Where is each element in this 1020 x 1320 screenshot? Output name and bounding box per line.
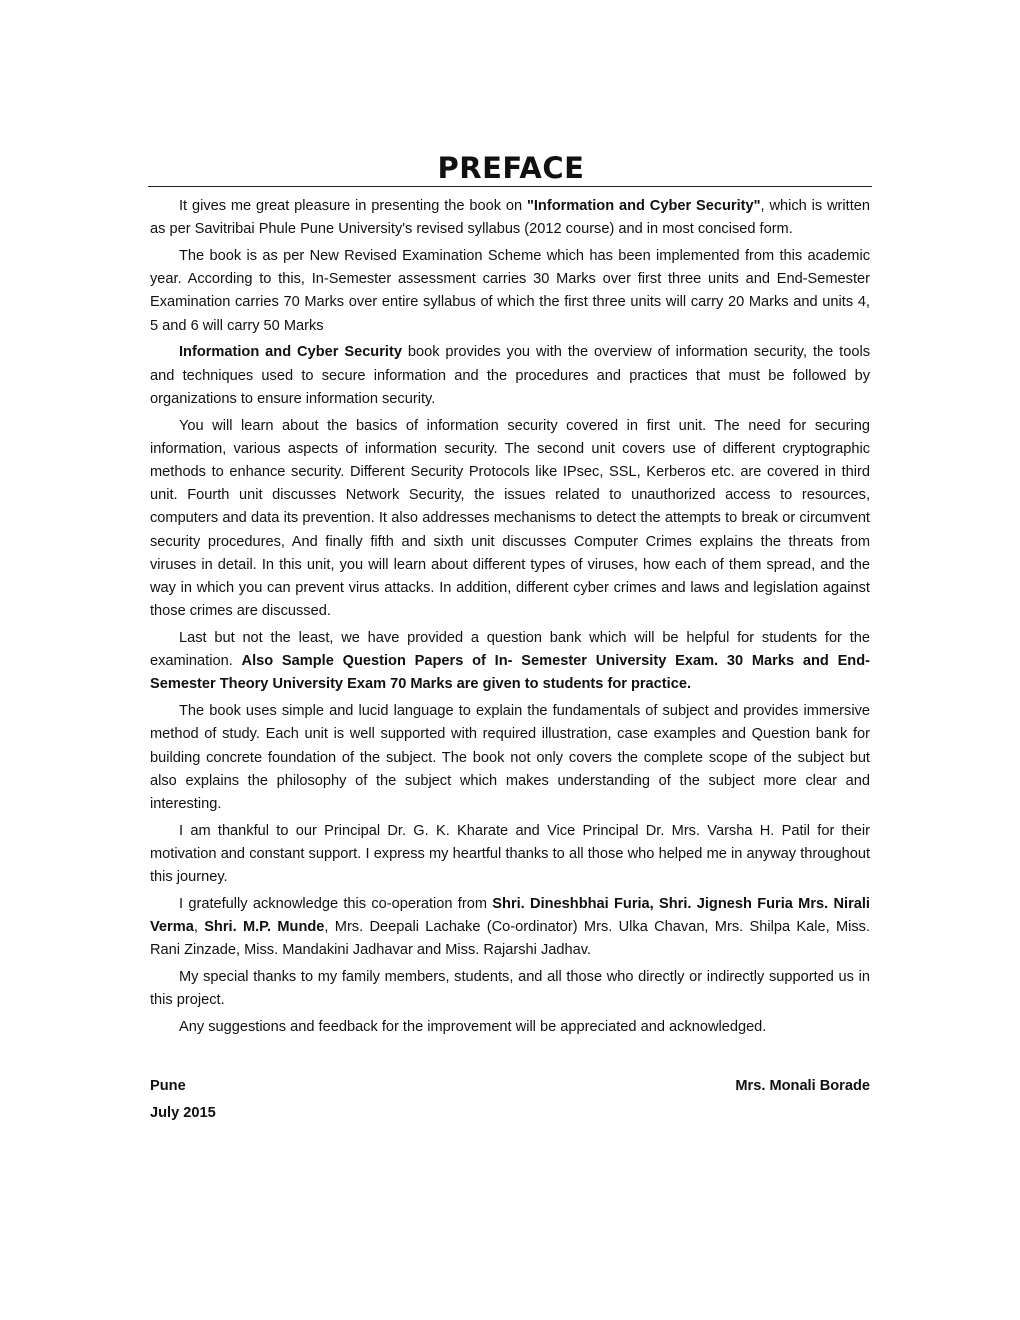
signoff-place: Pune [150,1078,186,1095]
paragraph-thanks-principal: I am thankful to our Principal Dr. G. K. Kharate and Vice Principal Dr. Mrs. Varsha H. Patil for their motivation and constant support. I express my heartful thanks to all those who helped me in anyway throughout this journey. [150,822,870,886]
page-title: PREFACE [437,151,585,185]
book-title-emphasis: "Information and Cyber Security" [526,198,761,214]
paragraph-text: Last but not the least, we have provided a question bank which will be helpful for students for the examination. [150,630,870,670]
paragraph-overview [150,341,870,411]
paragraph-acknowledgement [150,893,870,963]
preface-page [150,150,870,1127]
paragraph-intro [150,195,870,241]
paragraph-question-bank [150,627,870,697]
signoff [150,1073,870,1127]
paragraph-text: , Mrs. Deepali Lachake (Co-ordinator) Mrs. Ulka Chavan, Mrs. Shilpa Kale, Miss. Rani Zinzade, Miss. Mandakini Jadhavar and Miss. Rajarshi Jadhav. [150,919,871,959]
title-underline [148,186,872,187]
paragraph-units: You will learn about the basics of information security covered in first unit. The need for securing information, various aspects of information security. The second unit covers use of different cryptographic methods to enhance security. Different Security Protocols like IPsec, SSL, Kerberos etc. are covered in third unit. Fourth unit discusses Network Security, the issues related to unauthorized access to resources, computers and data its prevention. It also addresses mechanisms to detect the attempts to break or circumvent security procedures, And finally fifth and sixth unit discusses Computer Crimes explains the threats from viruses in detail. In this unit, you will learn about different types of viruses, how each of them spread, and the way in which you can prevent virus attacks. In addition, different cyber crimes and laws and legislation against those crimes are discussed. [150,417,870,620]
names-emphasis: Shri. M.P. Munde [204,919,325,936]
sample-papers-emphasis: Also Sample Question Papers of In- Semester University Exam. 30 Marks and End-Semester Theory University Exam 70 Marks are given to students for practice. [150,653,870,693]
book-title-emphasis: Information and Cyber Security [179,344,402,361]
paragraph-text: , [193,919,205,936]
paragraph-text: book provides you with the overview of information security, the tools and techniques used to secure information and the procedures and practices that must be followed by organizations to ensure information security. [150,344,870,407]
paragraph-text: It gives me great pleasure in presenting the book on [179,198,527,214]
signoff-row [150,1073,870,1100]
paragraph-family-thanks: My special thanks to my family members, students, and all those who directly or indirectly supported us in this project. [150,969,870,1009]
paragraph-text: , which is written as per Savitribai Phule Pune University's revised syllabus (2012 course) and in most concised form. [150,198,870,238]
paragraph-feedback: Any suggestions and feedback for the improvement will be appreciated and acknowledged. [179,1019,767,1036]
preface-body [150,195,870,1039]
names-emphasis: Shri. Dineshbhai Furia, Shri. Jignesh Furia Mrs. Nirali Verma [150,896,870,936]
paragraph-language: The book uses simple and lucid language to explain the fundamentals of subject and provides immersive method of study. Each unit is well supported with required illustration, case examples and Question bank for building concrete foundation of the subject. The book not only covers the complete scope of the subject but also explains the philosophy of the subject which makes understanding of the subject more clear and interesting. [150,703,870,813]
signoff-author: Mrs. Monali Borade [735,1078,870,1095]
signoff-date: July 2015 [150,1105,216,1122]
paragraph-exam-scheme: The book is as per New Revised Examination Scheme which has been implemented from this academic year. According to this, In-Semester assessment carries 30 Marks over first three units and End-Semester Examination carries 70 Marks over entire syllabus of which the first three units will carry 20 Marks and units 4, 5 and 6 will carry 50 Marks [150,248,870,334]
paragraph-text: I gratefully acknowledge this co-operation from [179,896,493,913]
